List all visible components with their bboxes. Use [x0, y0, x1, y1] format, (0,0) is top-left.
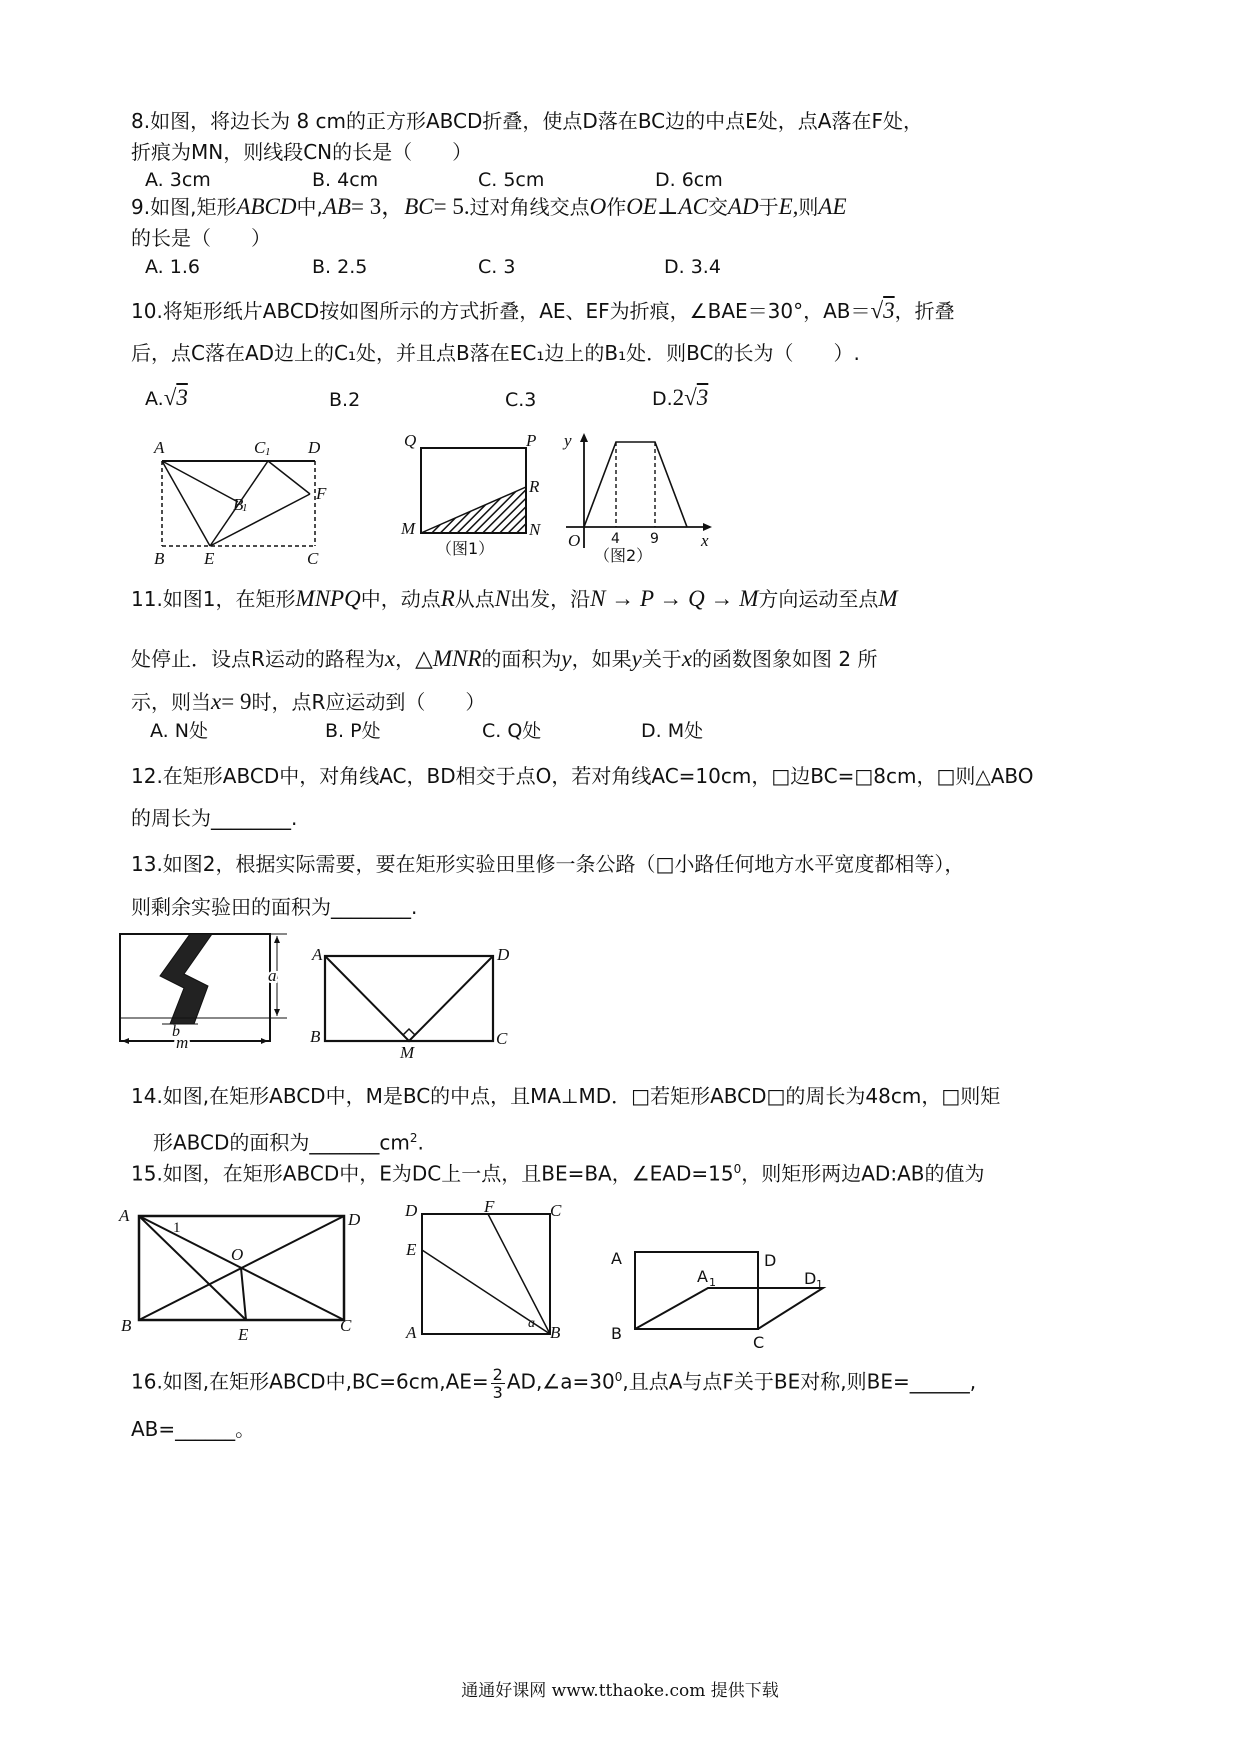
- q13-line2: 则剩余实验田的面积为________.: [131, 895, 418, 919]
- aobe-label-a: A: [119, 1206, 130, 1225]
- dfcb-label-c: C: [550, 1201, 562, 1220]
- q9-option-a: A. 1.6: [145, 256, 200, 278]
- dfcb-label-e: E: [406, 1240, 417, 1259]
- para-label-a1: A: [697, 1267, 708, 1286]
- para-label-a1-sub: 1: [709, 1276, 716, 1289]
- abcdm-label-c: C: [496, 1029, 508, 1048]
- fold-label-c1-sub: 1: [265, 446, 271, 458]
- fold-label-c: C: [307, 549, 319, 568]
- q8-option-c: C. 5cm: [478, 169, 545, 191]
- graph-label-o: O: [568, 531, 581, 550]
- q10-option-d: D.2√3: [652, 385, 709, 410]
- q8-option-b: B. 4cm: [312, 169, 379, 191]
- q14-line2: 形ABCD的面积为$\_\_\_\_\_\_\_cm^2$.: [153, 1130, 424, 1155]
- q9-option-d: D. 3.4: [664, 256, 721, 278]
- function-graph-figure: [560, 430, 720, 570]
- para-label-d1: D: [804, 1269, 817, 1288]
- rectangle-abcdm-figure: [308, 942, 523, 1062]
- dfcb-label-alpha: a: [528, 1316, 535, 1331]
- q10-option-c: C.3: [505, 389, 537, 411]
- fold-label-b1: 1: [242, 502, 248, 514]
- q10-line2: 后，点C落在AD边上的C₁处，并且点B落在EC₁边上的B₁处．则BC的长为（ ）.: [131, 341, 860, 365]
- mnpq-label-n: N: [529, 520, 541, 539]
- q11-line3: 示，则当x= 9时，点R应运动到（ ）: [131, 689, 486, 714]
- para-label-d: D: [764, 1251, 777, 1270]
- q11-option-d: D. M处: [641, 720, 704, 742]
- q9-option-c: C. 3: [478, 256, 516, 278]
- q16-line2: AB=______。: [131, 1417, 256, 1441]
- para-label-a: A: [611, 1249, 622, 1268]
- road-label-b: b: [172, 1023, 180, 1040]
- q11-option-a: A. N处: [150, 720, 208, 742]
- q11-line2: 处停止．设点R运动的路程为x，△MNR的面积为y，如果y关于x的函数图象如图 2 所: [131, 646, 878, 671]
- q16-line1: 16.如图,在矩形ABCD中,BC=6cm,AE= $\frac{2}{3}$ $AD,\angle a=30^0$,且点A与点F关于BE对称,则BE=______,: [131, 1364, 977, 1402]
- fold-label-b1-main: B: [233, 495, 244, 514]
- abcdm-label-m: M: [400, 1043, 415, 1062]
- q9-line2: 的长是（ ）: [131, 226, 271, 250]
- q10-option-b: B.2: [329, 389, 361, 411]
- footer-source: 通通好课网 www.tthaoke.com 提供下载: [461, 1681, 779, 1701]
- rectangle-dfcb-figure: [400, 1198, 575, 1348]
- q11-option-b: B. P处: [325, 720, 381, 742]
- fold-label-c1: C: [254, 438, 266, 457]
- para-label-b: B: [611, 1324, 622, 1343]
- abcdm-label-a: A: [312, 945, 323, 964]
- mnpq-caption: （图1）: [436, 539, 495, 558]
- mnpq-label-m: M: [401, 519, 416, 538]
- q16-fraction: $\frac{2}{3}$: [492, 1364, 503, 1402]
- aobe-label-e: E: [238, 1325, 249, 1344]
- q14-line1: 14.如图,在矩形ABCD中，M是BC的中点，且MA⊥MD．□若矩形ABCD□的周长为48cm，□则矩: [131, 1084, 1001, 1108]
- road-label-a: a: [268, 966, 277, 985]
- dfcb-label-f: F: [484, 1197, 495, 1216]
- aobe-label-b: B: [121, 1316, 132, 1335]
- q8-option-a: A. 3cm: [145, 169, 211, 191]
- graph-caption: （图2）: [594, 546, 653, 565]
- road-label-m: m: [176, 1033, 189, 1052]
- folded-rectangle-figure: [150, 434, 340, 569]
- aobe-label-d: D: [348, 1210, 361, 1229]
- dfcb-label-d: D: [405, 1201, 418, 1220]
- graph-tick-9: 9: [650, 531, 659, 547]
- q12-line2: 的周长为________.: [131, 806, 298, 830]
- abcdm-label-b: B: [310, 1027, 321, 1046]
- dfcb-label-a: A: [406, 1323, 417, 1342]
- q9-line1: 9.如图,矩形ABCD中,AB= 3，BC= 5.过对角线交点O作OE⊥AC交AD于E,则AE: [131, 194, 847, 219]
- aobe-label-c: C: [340, 1316, 352, 1335]
- q8-line1: 8.如图，将边长为 8 cm的正方形ABCD折叠，使点D落在BC边的中点E处，点A落在F处，: [131, 109, 923, 133]
- fold-label-d: D: [308, 438, 321, 457]
- q8-line2: 折痕为MN，则线段CN的长是（ ）: [131, 140, 473, 164]
- q15-line1: 15.如图，在矩形ABCD中，E为DC上一点，且BE=BA，$\angle EAD=15^0$，则矩形两边AD:AB的值为: [131, 1161, 985, 1186]
- q8-option-d: D. 6cm: [655, 169, 723, 191]
- q12-line1: 12.在矩形ABCD中，对角线AC，BD相交于点O，若对角线AC=10cm，□边BC=□8cm，□则△ABO: [131, 764, 1034, 788]
- para-label-c: C: [753, 1333, 765, 1352]
- road-field-figure: [112, 926, 292, 1052]
- q13-line1: 13.如图2，根据实际需要，要在矩形实验田里修一条公路（□小路任何地方水平宽度都相等），: [131, 852, 965, 876]
- fold-label-e: E: [204, 549, 215, 568]
- graph-label-y: y: [564, 431, 572, 450]
- aobe-label-1: 1: [173, 1220, 181, 1236]
- mnpq-label-p: P: [526, 431, 537, 450]
- graph-label-x: x: [701, 531, 709, 550]
- q9-option-b: B. 2.5: [312, 256, 368, 278]
- para-label-d1-sub: 1: [816, 1278, 823, 1291]
- q10-line1: 10.将矩形纸片ABCD按如图所示的方式折叠，AE、EF为折痕，∠BAE＝30°，AB＝√3，折叠: [131, 298, 955, 323]
- graph-tick-4: 4: [611, 531, 620, 547]
- abcdm-label-d: D: [497, 945, 510, 964]
- fold-label-b: B: [154, 549, 165, 568]
- mnpq-label-r: R: [529, 477, 540, 496]
- fold-label-a: A: [154, 438, 165, 457]
- mnpq-label-q: Q: [404, 431, 417, 450]
- q11-option-c: C. Q处: [482, 720, 542, 742]
- fold-label-f: F: [316, 484, 327, 503]
- aobe-label-o: O: [231, 1245, 244, 1264]
- rectangle-aobe-figure: [116, 1200, 366, 1345]
- dfcb-label-b: B: [550, 1323, 561, 1342]
- mnpq-figure: [396, 432, 556, 567]
- q11-line1: 11.如图1，在矩形MNPQ中，动点R从点N出发，沿N → P → Q → M方向运动至点M: [131, 586, 898, 611]
- parallelogram-figure: [608, 1240, 843, 1355]
- q10-option-a: A.√3: [145, 385, 188, 410]
